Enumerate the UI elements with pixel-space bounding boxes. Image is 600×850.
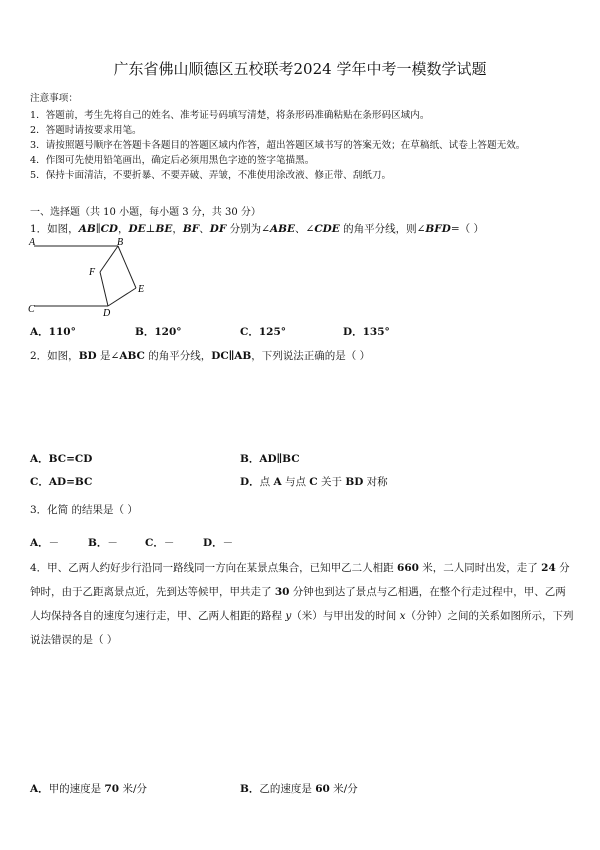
option-text: 70 [104,783,120,795]
option-letter: A． [30,783,49,795]
q2-option-c[interactable] [30,474,92,489]
segment-bf [100,246,118,272]
q4-text: 660 [397,562,419,574]
segment-fd [100,272,108,306]
option-letter: B． [240,783,260,795]
q2-option-b[interactable] [240,451,300,466]
q3-option-b[interactable] [88,535,118,550]
q1-text: AB [78,223,96,235]
q2-option-d[interactable] [240,474,388,489]
q1-text: BE [155,223,173,235]
q4-text: x [399,610,406,622]
option-text: AD=BC [48,476,93,488]
q1-text: =（ ） [450,223,484,235]
option-text: － [48,537,60,549]
q1-text: 的角平分线，则∠ [339,223,426,235]
option-text: 120° [154,326,182,338]
q2-text: DC∥AB [211,350,252,362]
q1-text: BFD [425,223,451,235]
option-text: － [222,537,234,549]
q1-option-a[interactable] [30,324,76,339]
q2-text: BD [78,350,97,362]
q1-option-b[interactable] [135,324,182,339]
option-letter: C． [30,476,49,488]
page-title: 广东省佛山顺德区五校联考2024 学年中考一模数学试题 [113,60,487,78]
label-f: F [89,267,96,278]
q4-text: （分钟）之间的关系如图所示，下列说法错误的是（ ） [30,610,574,646]
section-heading: 一、选择题（共 10 小题，每小题 3 分，共 30 分） [30,207,261,218]
q1-text: ， [118,223,129,235]
option-letter: D． [343,326,363,338]
note-item: 2．答题时请按要求用笔。 [30,125,142,136]
note-item: 3．请按照题号顺序在答题卡各题目的答题区域内作答，超出答题区域书写的答案无效；在草稿纸、试卷上答题无效。 [30,140,526,151]
q4-text: y [285,610,292,622]
q1-text: ∥ [95,223,101,235]
q1-text: CDE [314,223,340,235]
label-b: B [117,237,124,248]
q1-text: 分别为∠ [226,223,270,235]
option-text: 与点 [281,476,310,488]
q4-option-b[interactable] [240,781,358,796]
q4-text: 分钟时，由于乙距离景点近，先到达等候甲，甲共走了 [30,562,570,598]
q4-text: （米）与甲出发的时间 [291,610,400,622]
q1-text: ， [172,223,183,235]
option-letter: D． [203,537,223,549]
option-letter: B． [135,326,155,338]
q2-text: 2．如图， [30,350,79,362]
option-text: － [163,537,175,549]
option-text: C [309,476,318,488]
option-text: － [107,537,118,549]
q2-text: 的角平分线， [144,350,212,362]
q4-text: 米，二人同时出发，走了 [418,562,542,574]
q2-text: 是∠ [96,350,120,362]
segment-be [118,246,136,288]
q1-text: ABE [269,223,295,235]
option-letter: B． [88,537,108,549]
option-letter: A． [30,453,49,465]
q1-text: ⊥ [145,223,156,235]
option-text: BC=CD [48,453,93,465]
q1-text: 、 [199,223,210,235]
question-3-stem: 3．化简 的结果是（ ） [30,504,138,516]
option-text: 60 [315,783,330,795]
option-text: A [273,476,282,488]
question-1-stem [30,221,484,236]
option-letter: C． [240,326,259,338]
question-2-stem [30,348,370,363]
option-letter: D． [240,476,260,488]
label-e: E [138,284,145,295]
q1-text: DE [128,223,146,235]
q1-text: CD [100,223,119,235]
q4-text: 分钟也到达了景点与乙相遇，在整个行走过程中，甲、乙两人均保持各自的速度匀速行走，甲、乙两人相距的路程 [30,586,566,622]
q1-option-c[interactable] [240,324,286,339]
note-item: 4．作图可先使用铅笔画出，确定后必须用黑色字迹的签字笔描黑。 [30,155,315,166]
q1-figure [26,236,166,320]
option-text: 对称 [363,476,388,488]
option-text: 135° [362,326,390,338]
option-letter: A． [30,537,49,549]
option-text: 米/分 [119,783,148,795]
option-text: AD∥BC [259,453,300,465]
note-item: 1．答题前，考生先将自己的姓名、准考证号码填写清楚，将条形码准确粘贴在条形码区域内。 [30,110,430,121]
option-text: 甲的速度是 [48,783,105,795]
option-text: 110° [48,326,76,338]
option-text: 125° [258,326,287,338]
option-letter: A． [30,326,49,338]
note-item: 5．保持卡面清洁，不要折暴、不要弄破、弄皱，不准使用涂改液、修正带、刮纸刀。 [30,170,392,181]
option-text: 点 [259,476,274,488]
question-4-stem [30,556,576,652]
option-text: 关于 [317,476,346,488]
q1-text: DF [209,223,227,235]
q2-option-a[interactable] [30,451,92,466]
option-text: 米/分 [329,783,358,795]
q2-text: ABC [119,350,145,362]
q1-text: BF [182,223,200,235]
q3-option-c[interactable] [145,535,174,550]
q2-text: ，下列说法正确的是（ ） [251,350,371,362]
q3-option-a[interactable] [30,535,59,550]
q4-option-a[interactable] [30,781,147,796]
q1-text: 、∠ [295,223,315,235]
option-letter: C． [145,537,164,549]
label-c: C [28,304,35,315]
option-text: 乙的速度是 [259,783,316,795]
label-d: D [103,308,111,319]
q4-text: 30 [274,586,290,598]
label-a: A [29,237,36,248]
option-letter: B． [240,453,260,465]
q1-text: 1．如图， [30,223,79,235]
q3-option-d[interactable] [203,535,233,550]
segment-ed [108,288,136,306]
q4-text: 24 [541,562,556,574]
q4-text: 4．甲、乙两人约好步行沿同一路线同一方向在某景点集合，已知甲乙二人相距 [30,562,398,574]
notes-heading: 注意事项： [30,93,78,104]
q1-option-d[interactable] [343,324,390,339]
option-text: BD [345,476,364,488]
